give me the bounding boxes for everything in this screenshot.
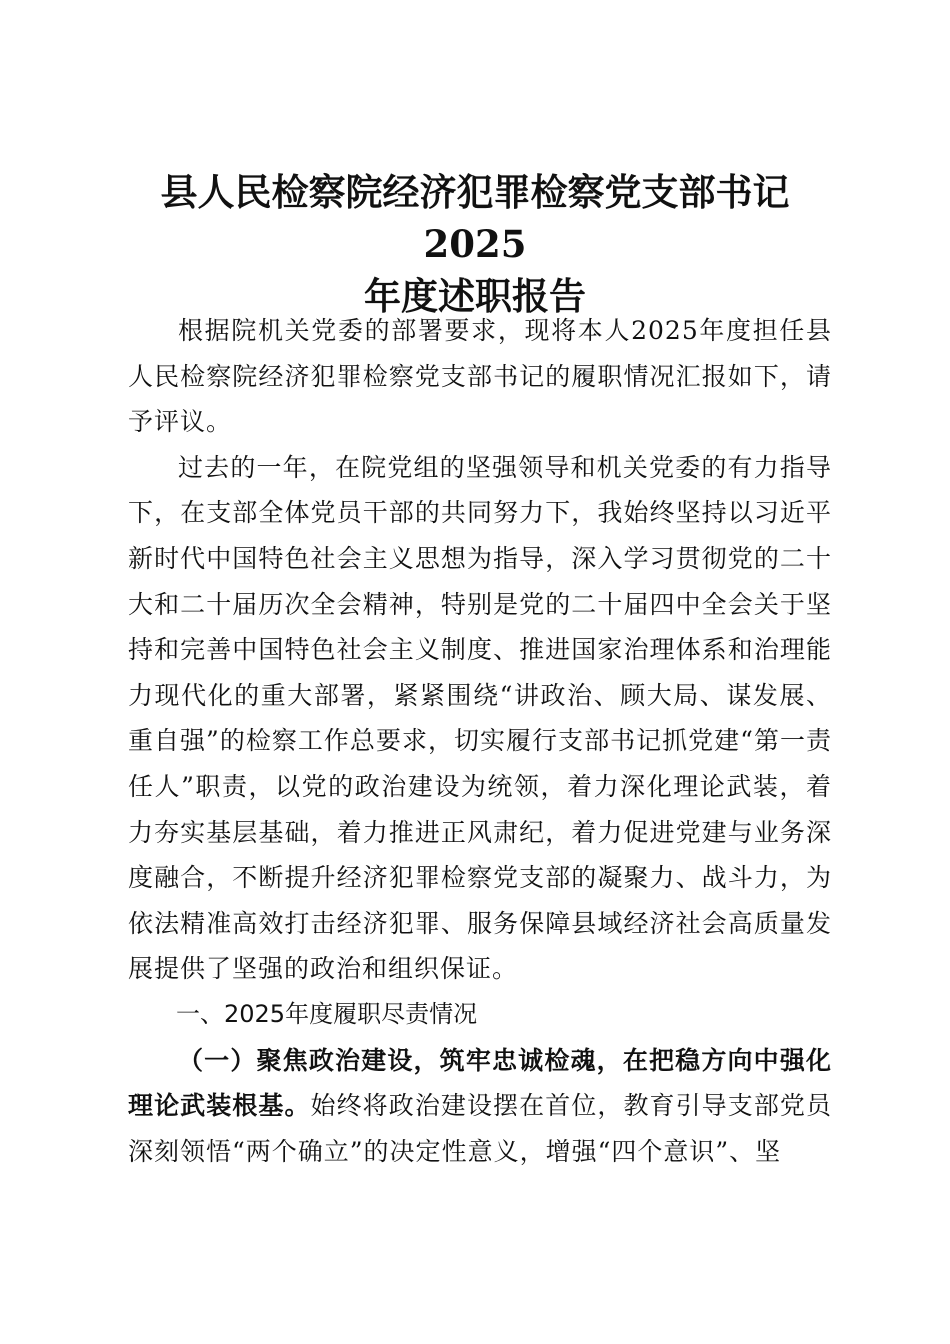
section-heading: 一、2025年度履职尽责情况 — [176, 999, 478, 1028]
document-title — [120, 166, 830, 322]
subsection-text: 始终将政治建设摆在首位，教育引导支部党员深刻领悟“两个确立”的决定性意义，增强“四个意识”、坚 — [128, 1091, 832, 1166]
document-body — [128, 308, 832, 1174]
summary-paragraph: 过去的一年，在院党组的坚强领导和机关党委的有力指导下，在支部全体党员干部的共同努力下，我始终坚持以习近平新时代中国特色社会主义思想为指导，深入学习贯彻党的二十大和二十届历次全会精神，特别是党的二十届四中全会关于坚持和完善中国特色社会主义制度、推进国家治理体系和治理能力现代化的重大部署，紧紧围绕“讲政治、顾大局、谋发展、重自强”的检察工作总要求，切实履行支部书记抓党建“第一责任人”职责，以党的政治建设为统领，着力深化理论武装，着力夯实基层基础，着力推进正风肃纪，着力促进党建与业务深度融合，不断提升经济犯罪检察党支部的凝聚力、战斗力，为依法精准高效打击经济犯罪、服务保障县域经济社会高质量发展提供了坚强的政治和组织保证。 — [128, 452, 832, 984]
title-line-1: 县人民检察院经济犯罪检察党支部书记2025 — [160, 170, 790, 266]
title-line-2: 年度述职报告 — [364, 274, 586, 318]
subsection-paragraph — [128, 1038, 832, 1175]
intro-paragraph: 根据院机关党委的部署要求，现将本人2025年度担任县人民检察院经济犯罪检察党支部书记的履职情况汇报如下，请予评议。 — [128, 316, 832, 437]
subsection-heading: （一）聚焦政治建设，筑牢忠诚检魂，在把稳方向中强化理论武装根基。 — [128, 1045, 832, 1121]
